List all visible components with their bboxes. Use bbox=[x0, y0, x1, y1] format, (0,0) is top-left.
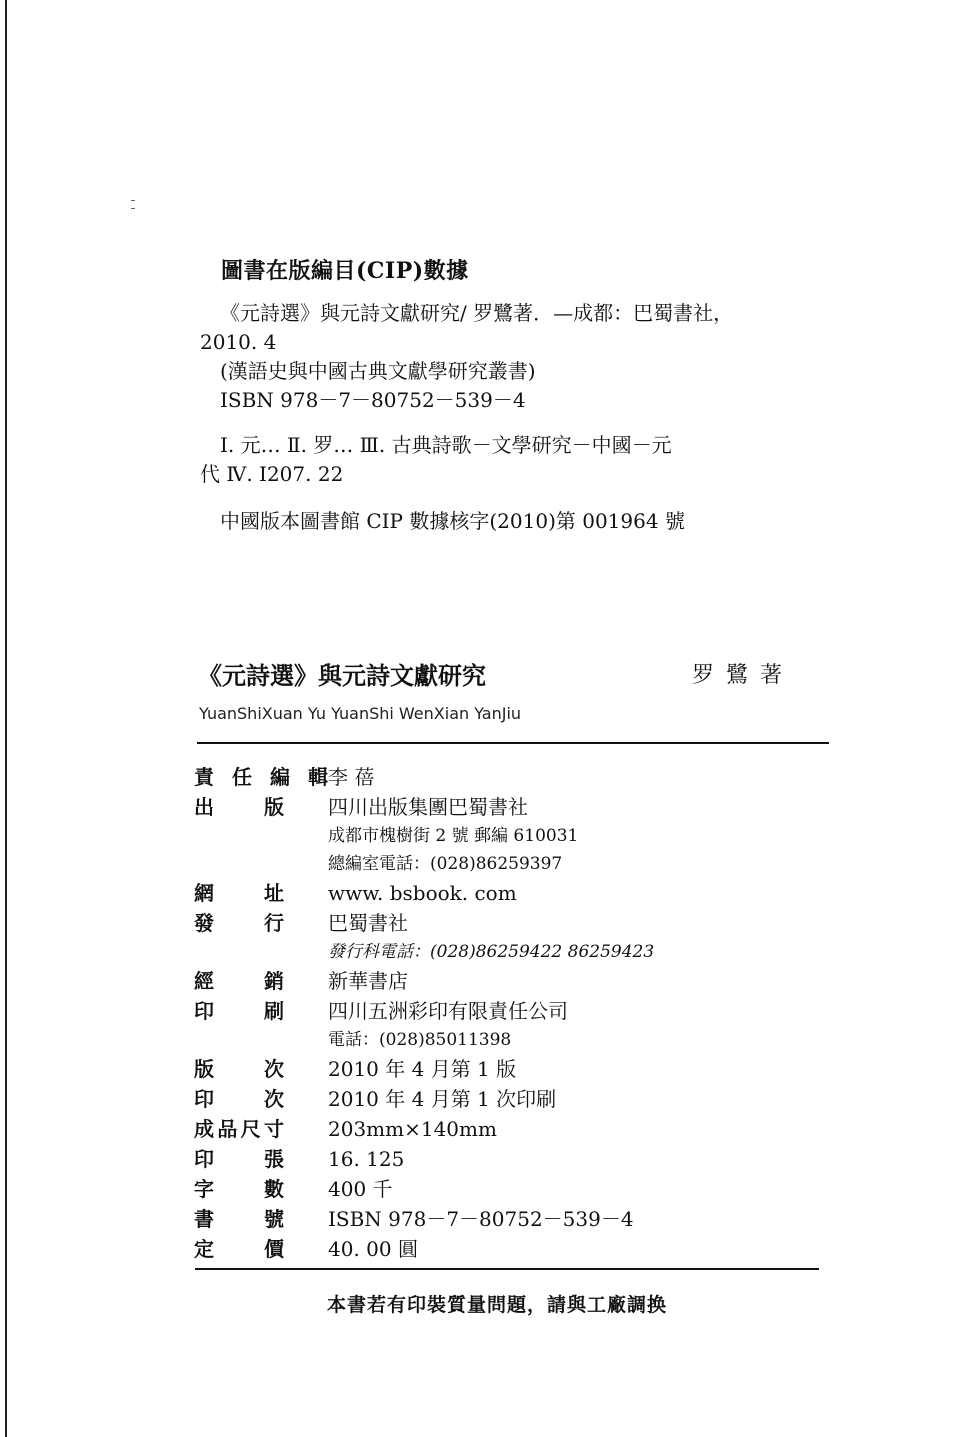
cip-entry-line1: 《元詩選》與元詩文獻研究/ 罗鷺著．—成都：巴蜀書社， bbox=[220, 301, 734, 325]
detail-row-editor bbox=[194, 761, 814, 791]
cip-record-number: 中國版本圖書館 CIP 數據核字(2010)第 001964 號 bbox=[220, 509, 685, 533]
detail-row-size bbox=[194, 1113, 814, 1143]
value-publisher-phone: 總編室電話：(028)86259397 bbox=[328, 854, 563, 874]
detail-row-printer bbox=[194, 995, 814, 1025]
detail-row-sheets bbox=[194, 1143, 814, 1173]
value-size: 203mm×140mm bbox=[328, 1117, 497, 1141]
value-editor: 李 蓓 bbox=[328, 765, 375, 789]
detail-row-words bbox=[194, 1173, 814, 1203]
value-printer: 四川五洲彩印有限責任公司 bbox=[328, 999, 568, 1023]
value-words: 400 千 bbox=[328, 1177, 393, 1201]
divider-bottom bbox=[195, 1268, 819, 1270]
cip-subjects-line1: Ⅰ. 元… Ⅱ. 罗… Ⅲ. 古典詩歌－文學研究－中國－元 bbox=[220, 433, 672, 457]
detail-row-printer-phone bbox=[194, 1025, 814, 1053]
cip-heading: 圖書在版編目(CIP)數據 bbox=[221, 258, 469, 284]
cip-subjects-line2: 代 Ⅳ. I207. 22 bbox=[200, 462, 344, 486]
detail-row-publisher-address bbox=[194, 821, 814, 849]
value-distribution-phone: 發行科電話：(028)86259422 86259423 bbox=[328, 942, 655, 962]
label-seller: 經 銷 bbox=[194, 969, 284, 993]
label-publisher: 出 版 bbox=[194, 795, 284, 819]
publication-details bbox=[194, 761, 814, 1263]
value-sheets: 16. 125 bbox=[328, 1147, 405, 1171]
value-seller: 新華書店 bbox=[328, 969, 408, 993]
detail-row-distribution bbox=[194, 907, 814, 937]
cip-isbn: ISBN 978－7－80752－539－4 bbox=[220, 388, 526, 412]
scan-specks bbox=[131, 200, 137, 220]
label-edition: 版 次 bbox=[194, 1057, 284, 1081]
label-editor: 責 任 編 輯 bbox=[194, 765, 328, 789]
label-size: 成 品 尺 寸 bbox=[194, 1117, 284, 1141]
label-sheets: 印 張 bbox=[194, 1147, 284, 1171]
book-title: 《元詩選》與元詩文獻研究 bbox=[198, 661, 486, 690]
value-price: 40. 00 圓 bbox=[328, 1237, 418, 1261]
detail-row-distribution-phone bbox=[194, 937, 814, 965]
cip-entry-line2: 2010. 4 bbox=[200, 330, 277, 354]
label-website: 網 址 bbox=[194, 881, 284, 905]
cip-series: (漢語史與中國古典文獻學研究叢書) bbox=[220, 359, 536, 383]
detail-row-price bbox=[194, 1233, 814, 1263]
value-publisher-address: 成都市槐樹街 2 號 郵編 610031 bbox=[328, 826, 579, 846]
label-printing: 印 次 bbox=[194, 1087, 284, 1111]
book-pinyin-title: YuanShiXuan Yu YuanShi WenXian YanJiu bbox=[199, 704, 522, 723]
value-printer-phone: 電話：(028)85011398 bbox=[328, 1030, 512, 1050]
detail-row-printing bbox=[194, 1083, 814, 1113]
value-edition: 2010 年 4 月第 1 版 bbox=[328, 1057, 517, 1081]
quality-notice: 本書若有印裝質量問題，請與工廠調换 bbox=[327, 1294, 668, 1316]
page-left-border bbox=[5, 0, 7, 1437]
detail-row-isbn bbox=[194, 1203, 814, 1233]
value-publisher: 四川出版集團巴蜀書社 bbox=[328, 795, 528, 819]
detail-row-seller bbox=[194, 965, 814, 995]
detail-row-publisher bbox=[194, 791, 814, 821]
divider-top bbox=[197, 742, 829, 744]
cip-subjects bbox=[200, 431, 800, 489]
detail-row-publisher-phone bbox=[194, 849, 814, 877]
detail-row-website bbox=[194, 877, 814, 907]
value-printing: 2010 年 4 月第 1 次印刷 bbox=[328, 1087, 557, 1111]
book-author: 罗鷺著 bbox=[692, 663, 795, 688]
detail-row-edition bbox=[194, 1053, 814, 1083]
cip-entry bbox=[200, 299, 800, 415]
label-words: 字 數 bbox=[194, 1177, 284, 1201]
label-isbn: 書 號 bbox=[194, 1207, 284, 1231]
value-website: www. bsbook. com bbox=[328, 881, 517, 905]
value-isbn: ISBN 978－7－80752－539－4 bbox=[328, 1207, 634, 1231]
label-price: 定 價 bbox=[194, 1237, 284, 1261]
value-distributor: 巴蜀書社 bbox=[328, 911, 408, 935]
label-printer: 印 刷 bbox=[194, 999, 284, 1023]
label-distribution: 發 行 bbox=[194, 911, 284, 935]
